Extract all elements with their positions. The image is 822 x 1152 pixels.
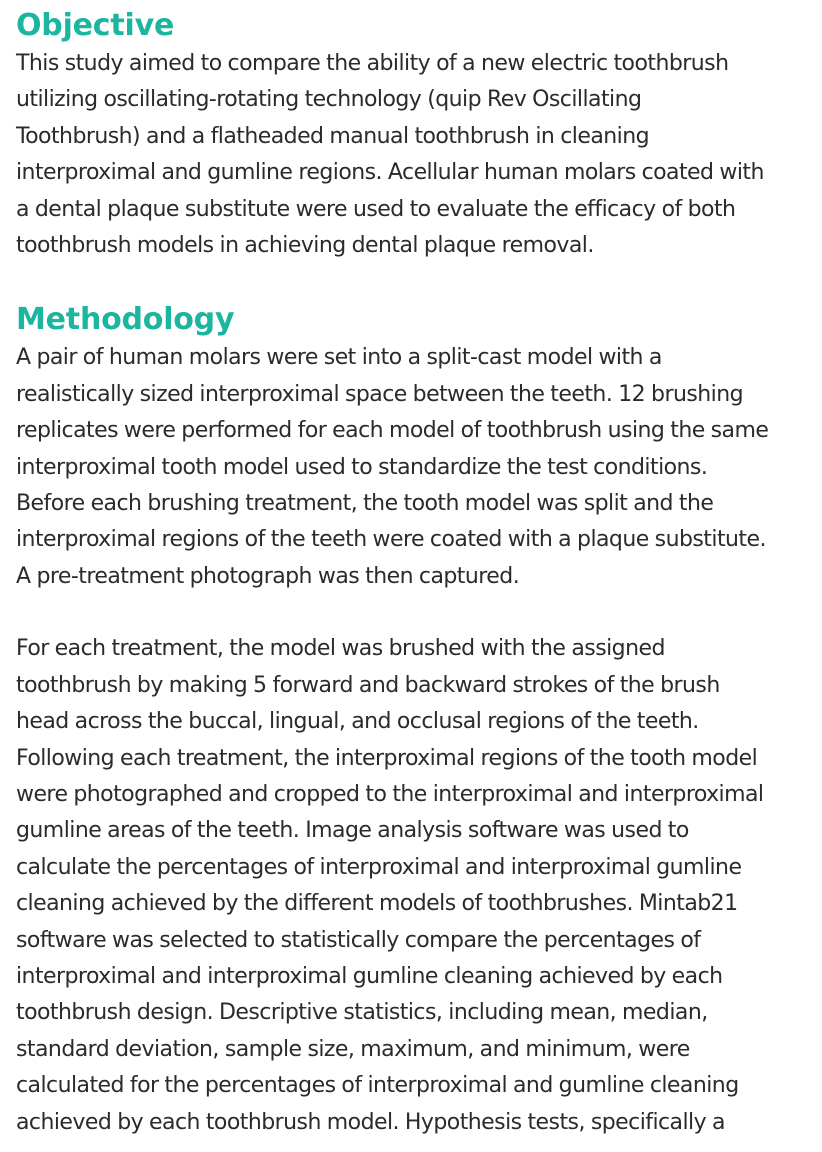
methodology-line: interproximal and interproximal gumline cleaning achieved by each [16,963,723,989]
methodology-line: Following each treatment, the interproximal regions of the tooth model [16,745,758,771]
methodology-line: A pair of human molars were set into a split-cast model with a [16,345,662,371]
methodology-line: For each treatment, the model was brushed with the assigned [16,636,665,662]
methodology-line: were photographed and cropped to the interproximal and interproximal [16,781,764,807]
objective-heading: Objective [16,8,175,43]
section-spacer [16,264,812,300]
methodology-paragraph-1 [16,340,812,595]
methodology-heading: Methodology [16,302,235,338]
objective-line: utilizing oscillating-rotating technology (quip Rev Oscillating [16,87,642,113]
methodology-line: achieved by each toothbrush model. Hypothesis tests, specifically a [16,1109,725,1135]
methodology-line: Before each brushing treatment, the tooth model was split and the [16,491,714,517]
methodology-line: A pre-treatment photograph was then captured. [16,563,520,589]
methodology-line: cleaning achieved by the different models of toothbrushes. Mintab21 [16,891,738,917]
objective-line: This study aimed to compare the ability of a new electric toothbrush [16,51,729,76]
methodology-line: interproximal regions of the teeth were coated with a plaque substitute. [16,527,766,553]
methodology-paragraph-2 [16,631,812,1141]
objective-line: toothbrush models in achieving dental plaque removal. [16,233,594,259]
methodology-line: toothbrush design. Descriptive statistics, including mean, median, [16,1000,708,1026]
methodology-line: interproximal tooth model used to standardize the test conditions. [16,454,708,480]
paragraph-spacer [16,595,812,631]
objective-paragraph [16,46,812,264]
document-body [16,6,812,1141]
methodology-line: head across the buccal, lingual, and occlusal regions of the teeth. [16,709,699,735]
methodology-line: calculate the percentages of interproximal and interproximal gumline [16,854,742,880]
methodology-line: software was selected to statistically compare the percentages of [16,927,701,953]
objective-line: interproximal and gumline regions. Acellular human molars coated with [16,160,764,186]
methodology-line: gumline areas of the teeth. Image analysis software was used to [16,818,689,844]
methodology-line: calculated for the percentages of interproximal and gumline cleaning [16,1073,739,1099]
methodology-line: toothbrush by making 5 forward and backward strokes of the brush [16,672,720,698]
methodology-line: replicates were performed for each model of toothbrush using the same [16,418,769,444]
objective-line: a dental plaque substitute were used to evaluate the efficacy of both [16,196,736,222]
methodology-line: realistically sized interproximal space between the teeth. 12 brushing [16,381,744,407]
objective-line: Toothbrush) and a flatheaded manual toothbrush in cleaning [16,123,650,149]
methodology-line: standard deviation, sample size, maximum, and minimum, were [16,1036,690,1062]
